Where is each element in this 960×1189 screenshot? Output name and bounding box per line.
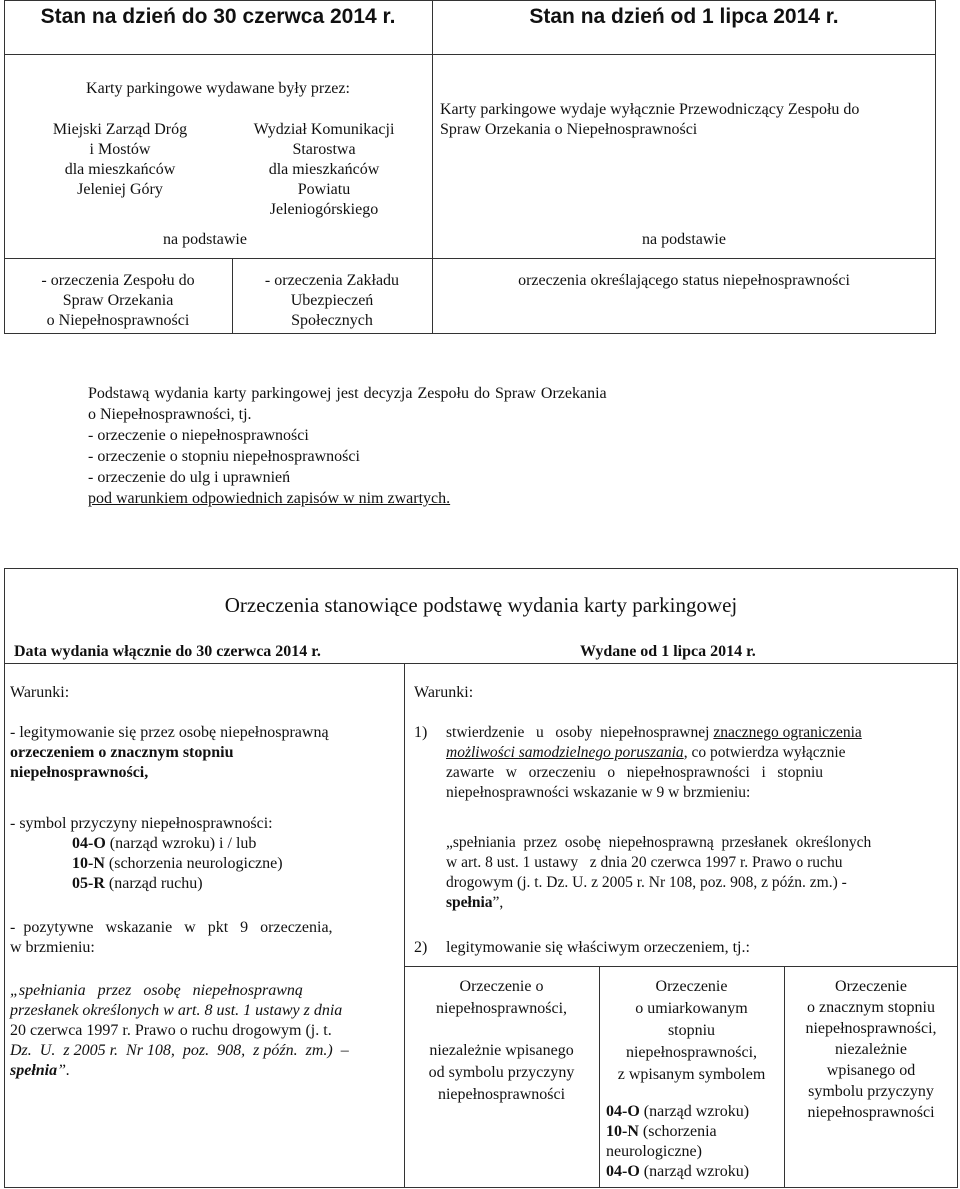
basis-paragraph: Podstawą wydania karty parkingowej jest decyzja Zespołu do Spraw Orzekania o Niepełnosprawności, tj. - orzeczenie o niepełnosprawności - orzeczenie o stopniu niepełnosprawności - orzeczenie do ulg i uprawnień pod warunkiem odpowiednich zapisów w nim zwartych. [88, 385, 607, 507]
left-cond2: - symbol przyczyny niepełnosprawności: [10, 815, 273, 832]
top-header-right: Stan na dzień od 1 lipca 2014 r. [529, 5, 839, 28]
basis-zespol: - orzeczenia Zespołu do Spraw Orzekania o Niepełnosprawności [41, 272, 195, 329]
left-cond1: - legitymowanie się przez osobę niepełnosprawną orzeczeniem o znacznym stopniu niepełnosprawności, [10, 724, 329, 781]
bottom-header-right: Wydane od 1 lipca 2014 r. [580, 643, 756, 660]
issuer-wydzial-komunikacji: Wydział Komunikacji Starostwa dla mieszkańców Powiatu Jeleniogórskiego [253, 121, 395, 218]
right-item1: stwierdzenie u osoby niepełnosprawnej znacznego ograniczenia możliwości samodzielnego poruszania, co potwierdza wyłącznie zawarte w orzeczeniu o niepełnosprawności i stopniu niepełnosprawności wskazanie w 9 w brzmieniu: [446, 724, 862, 801]
issuer-mzdim: Miejski Zarząd Dróg i Mostów dla mieszkańców Jeleniej Góry [52, 121, 188, 198]
right-issuer-text: Karty parkingowe wydaje wyłącznie Przewodniczący Zespołu do Spraw Orzekania o Niepełnosprawności [440, 101, 860, 138]
bottom-cols-divider [404, 966, 958, 967]
left-conditions-label: Warunki: [10, 684, 70, 701]
right-item2-num: 2) [414, 939, 428, 956]
basis-zus: - orzeczenia Zakładu Ubezpieczeń Społecznych [264, 272, 400, 329]
right-item1-num: 1) [414, 724, 428, 741]
top-basis-divider [4, 258, 936, 259]
bottom-col-divider [404, 663, 405, 1188]
right-conditions-label: Warunki: [414, 684, 474, 701]
bottom-header-left: Data wydania włącznie do 30 czerwca 2014 r. [14, 643, 321, 660]
right-basis-text: orzeczenia określającego status niepełnosprawności [518, 272, 850, 289]
top-header-left: Stan na dzień do 30 czerwca 2014 r. [40, 5, 396, 28]
orzeczenie-col1: Orzeczenie o niepełnosprawności, niezależnie wpisanego od symbolu przyczyny niepełnosprawności [428, 978, 575, 1103]
left-quote: „spełniania przez osobę niepełnosprawną przesłanek określonych w art. 8 ust. 1 ustawy z dnia 20 czerwca 1997 r. Prawo o ruchu drogowym (j. t. Dz. U. z 2005 r. Nr 108, poz. 908, z późn. zm.) – spełnia”. [10, 982, 349, 1079]
issued-by-title: Karty parkingowe wydawane były przez: [86, 80, 350, 97]
bottom-header-divider [4, 663, 958, 664]
bottom-title: Orzeczenia stanowiące podstawę wydania karty parkingowej [224, 593, 738, 617]
orzeczenie-col3: Orzeczenie o znacznym stopniu niepełnosprawności, niezależnie wpisanego od symbolu przyczyny niepełnosprawności [805, 978, 937, 1121]
right-quote: „spełniania przez osobę niepełnosprawną przesłanek określonych w art. 8 ust. 1 ustawy z dnia 20 czerwca 1997 r. Prawo o ruchu drogowym (j. t. Dz. U. z 2005 r. Nr 108, poz. 908, z późn. zm.) - spełnia”, [446, 834, 872, 911]
right-basis-label: na podstawie [642, 231, 726, 248]
right-item2: legitymowanie się właściwym orzeczeniem, tj.: [446, 939, 750, 956]
orzeczenie-col2-symbols: 04-O (narząd wzroku) 10-N (schorzenia neurologiczne) 04-O (narząd wzroku) [606, 1103, 750, 1180]
left-symbols: 04-O (narząd wzroku) i / lub 10-N (schorzenia neurologiczne) 05-R (narząd ruchu) [72, 835, 283, 892]
left-cond3: - pozytywne wskazanie w pkt 9 orzeczenia, w brzmieniu: [10, 919, 333, 956]
top-header-divider [4, 54, 936, 55]
orzeczenie-col2: Orzeczenie o umiarkowanym stopniu niepełnosprawności, z wpisanym symbolem [617, 978, 766, 1083]
left-basis-label: na podstawie [163, 231, 247, 248]
